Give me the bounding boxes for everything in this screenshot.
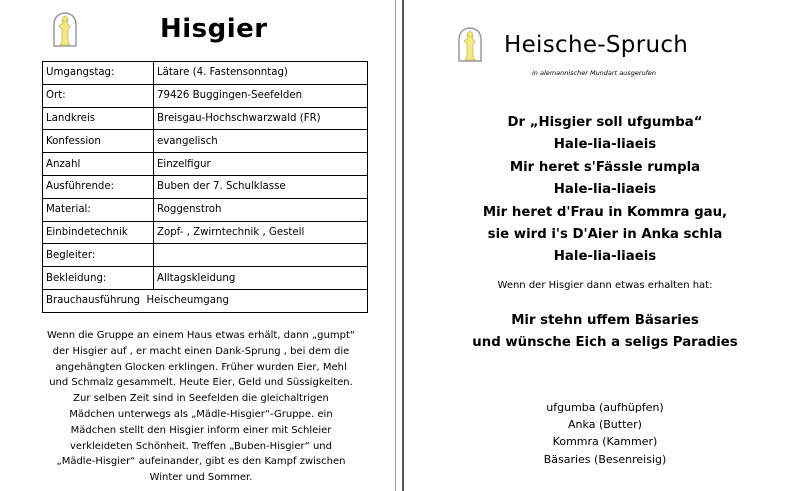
table-row — [43, 244, 368, 267]
table-label: Ort: — [43, 84, 154, 107]
table-label: Landkreis — [43, 107, 154, 130]
glossary-item: Bäsaries (Besenreisig) — [543, 452, 667, 466]
table-value: Breisgau-Hochschwarzwald (FR) — [154, 107, 368, 130]
verse-line: Mir heret s'Fässle rumpla — [509, 159, 701, 175]
description-line: der Hisgier auf , er macht einen Dank-Sprung , bei dem die — [52, 345, 350, 357]
verse-line: Hale-lia-liaeis — [553, 137, 657, 153]
table-label: Material: — [43, 198, 154, 221]
table-row — [43, 221, 368, 244]
description-line: Winter und Sommer. — [149, 472, 253, 484]
brauch-label: Brauchausführung — [46, 295, 141, 307]
reply-verse — [445, 310, 765, 355]
description-line: angehängten Glocken erklingen. Früher wurden Eier, Mehl — [55, 361, 347, 373]
description-line: Zur selben Zeit sind in Seefelden die gleichaltrigen — [73, 393, 329, 405]
table-label: Ausführende: — [43, 175, 154, 198]
table-row — [43, 62, 368, 85]
table-value — [154, 244, 368, 267]
description-text — [42, 328, 360, 486]
table-label: Konfession — [43, 130, 154, 153]
table-row — [43, 175, 368, 198]
table-value: Lätare (4. Fastensonntag) — [154, 62, 368, 85]
description-line: verkleideten Schönheit. Treffen „Buben-Hisgier“ und — [70, 440, 332, 452]
info-table — [42, 61, 368, 313]
table-value: evangelisch — [154, 130, 368, 153]
verse-line: Hale-lia-liaeis — [553, 249, 657, 265]
table-label: Anzahl — [43, 153, 154, 176]
right-page-subtitle: in alemannischer Mundart ausgerufen — [532, 69, 657, 77]
table-row — [43, 198, 368, 221]
verse-line: Mir stehn uffem Bäsaries — [511, 313, 699, 328]
table-value: Roggenstroh — [154, 198, 368, 221]
verse-line: Mir heret d'Frau in Kommra gau, — [482, 204, 728, 220]
glossary-item: ufgumba (aufhüpfen) — [546, 401, 664, 414]
verse-line: Hale-lia-liaeis — [553, 182, 657, 198]
table-label: Umgangstag: — [43, 62, 154, 85]
table-value: Alltagskleidung — [154, 267, 368, 290]
verse-line: und wünsche Eich a seligs Paradies — [472, 335, 738, 351]
straw-figure-logo-icon — [455, 26, 485, 62]
description-line: Mädchen stellt den Hisgier inform einer mit Schleier — [70, 424, 332, 436]
table-row — [43, 107, 368, 130]
verse-line: Dr „Hisgier soll ufgumba“ — [507, 115, 703, 130]
glossary — [445, 399, 765, 468]
table-row — [43, 84, 368, 107]
page-title: Hisgier — [160, 14, 268, 44]
table-label: Einbindetechnik — [43, 221, 154, 244]
chant-verse — [445, 112, 765, 269]
table-row — [43, 130, 368, 153]
glossary-item: Kommra (Kammer) — [552, 435, 658, 449]
table-row — [43, 153, 368, 176]
table-label: Begleiter: — [43, 244, 154, 267]
verse-line: sie wird i's D'Aier in Anka schla — [487, 227, 723, 243]
table-value: Zopf- , Zwirntechnik , Gestell — [154, 221, 368, 244]
description-line: und Schmalz gesammelt. Heute Eier, Geld und Süssigkeiten. — [49, 377, 353, 389]
glossary-item: Anka (Butter) — [568, 418, 642, 432]
page-separator — [395, 0, 404, 491]
description-line: Mädchen unterwegs als „Mädle-Hisgier“-Gruppe. ein — [69, 408, 333, 420]
table-label: Bekleidung: — [43, 267, 154, 290]
right-page-title: Heische-Spruch — [504, 32, 689, 58]
table-value: Einzelfigur — [154, 153, 368, 176]
table-value: 79426 Buggingen-Seefelden — [154, 84, 368, 107]
table-row — [43, 289, 368, 312]
description-line: Wenn die Gruppe an einem Haus etwas erhält, dann „gumpt“ — [46, 330, 356, 341]
brauch-value: Heischeumgang — [146, 295, 229, 307]
table-value: Buben der 7. Schulklasse — [154, 175, 368, 198]
table-row — [43, 267, 368, 290]
description-line: „Mädle-Hisgier“ aufeinander, gibt es den Kampf zwischen — [56, 456, 346, 468]
reply-intro-text: Wenn der Hisgier dann etwas erhalten hat: — [497, 280, 713, 291]
straw-figure-logo-icon — [50, 11, 80, 47]
brauch-row — [43, 289, 368, 312]
